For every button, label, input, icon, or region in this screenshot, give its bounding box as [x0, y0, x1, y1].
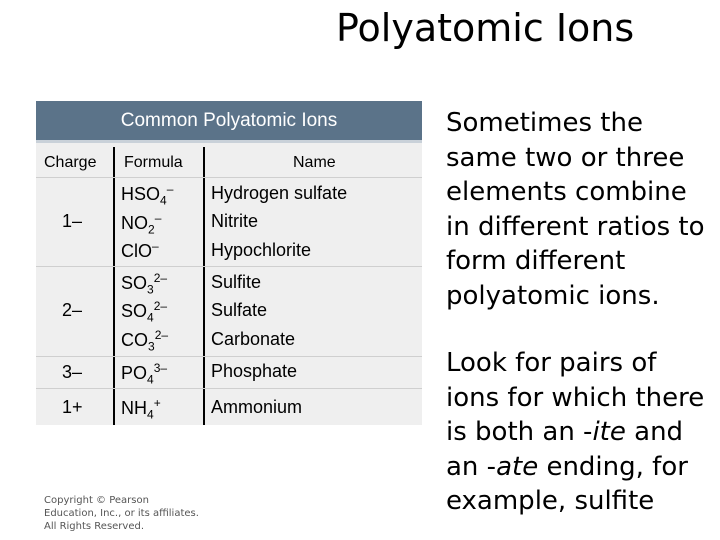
formula-cell: $SO_3^{2-}$	[121, 271, 168, 297]
example-text: Look for pairs of ions for which there is both an -	[446, 348, 705, 447]
row-divider	[36, 388, 422, 389]
formula-cell: $HSO_4^-$	[121, 182, 174, 208]
column-header-formula: Formula	[124, 154, 183, 171]
charge-cell: 1+	[62, 397, 83, 417]
name-cell: Hydrogen sulfate	[211, 183, 348, 203]
example-text: and an -	[446, 417, 684, 482]
formula-cell: $SO_4^{2-}$	[121, 299, 168, 325]
row-divider	[36, 356, 422, 357]
formula-cell: $NO_2^-$	[121, 211, 162, 237]
row-divider	[36, 177, 422, 178]
name-cell: Carbonate	[211, 329, 296, 349]
name-cell: Phosphate	[211, 361, 298, 381]
table-title: Common Polyatomic Ions	[36, 101, 422, 143]
formula-cell: ClO–	[121, 239, 159, 261]
row-divider	[36, 266, 422, 267]
column-divider	[113, 147, 115, 425]
charge-cell: 2–	[62, 300, 83, 320]
name-cell: Nitrite	[211, 211, 259, 231]
charge-cell: 1–	[62, 211, 83, 231]
name-cell: Sulfite	[211, 272, 262, 292]
explanation-paragraph: Sometimes the same two or three elements combine in different ratios to form different polyatomic ions.	[446, 108, 705, 311]
example-text: ending, for example, sulfite	[446, 451, 688, 516]
column-header-name: Name	[293, 154, 336, 171]
ite-suffix: ite	[592, 417, 626, 447]
slide-title: Polyatomic Ions	[336, 6, 635, 50]
name-cell: Ammonium	[211, 397, 303, 417]
column-header-charge: Charge	[44, 154, 97, 171]
formula-cell: $PO_4^{3-}$	[121, 361, 168, 387]
formula-cell: $CO_3^{2-}$	[121, 328, 169, 354]
name-cell: Sulfate	[211, 300, 268, 320]
formula-cell: $NH_4^+$	[121, 396, 161, 422]
charge-cell: 3–	[62, 362, 83, 382]
column-divider	[203, 147, 205, 425]
ate-suffix: ate	[496, 451, 539, 482]
name-cell: Hypochlorite	[211, 240, 312, 260]
example-paragraph	[446, 346, 706, 519]
copyright-notice: Copyright © Pearson Education, Inc., or its affiliates. All Rights Reserved.	[44, 495, 199, 532]
